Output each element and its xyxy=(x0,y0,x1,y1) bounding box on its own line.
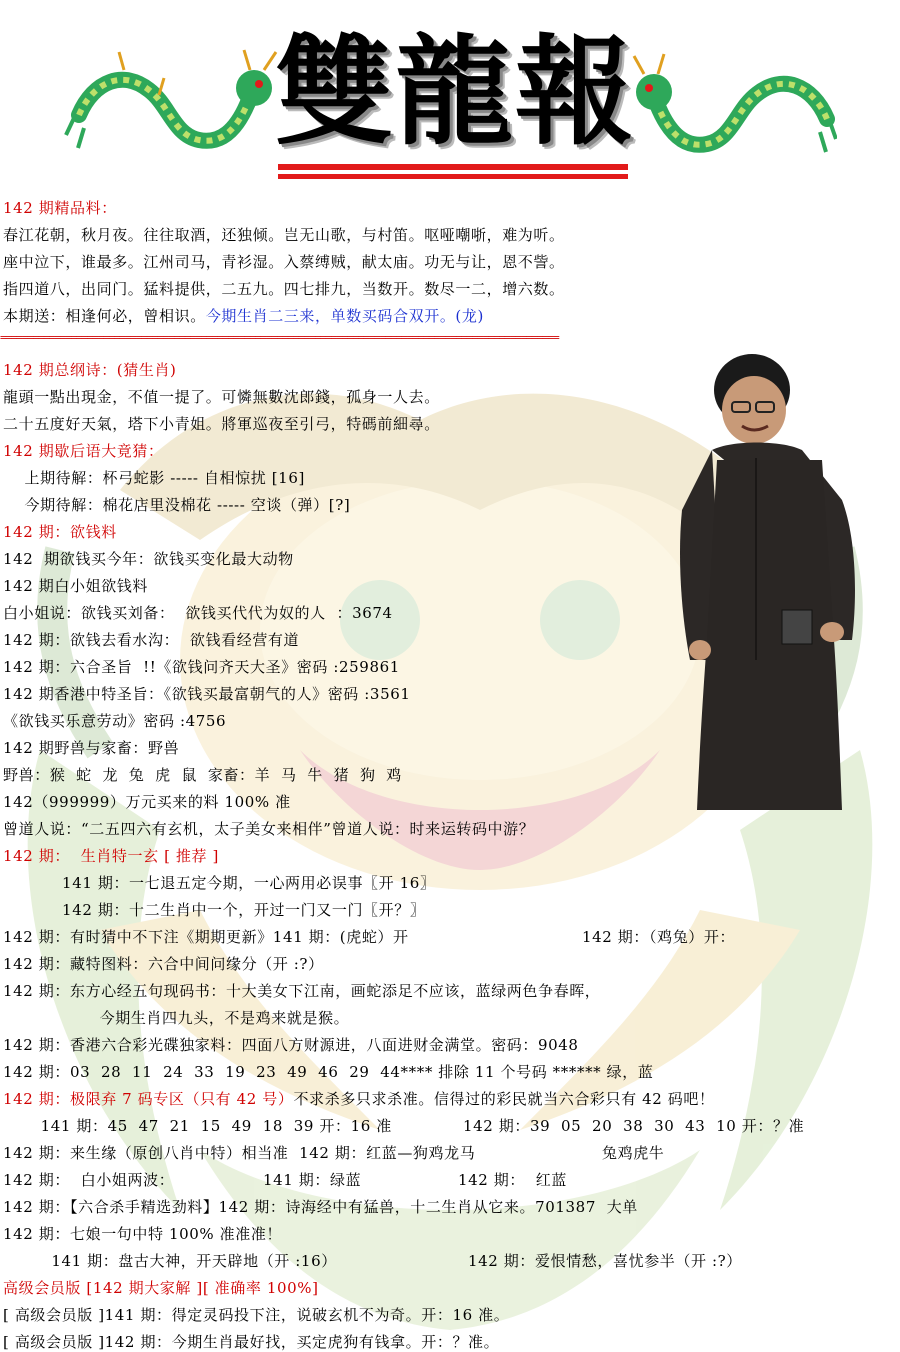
poem-line: 指四道八，出同门。猛料提供，二五九。四七排九，当数开。数尽一二，增六数。 xyxy=(3,280,565,298)
text-line: 142 期：东方心经五句现码书：十大美女下江南，画蛇添足不应该，蓝绿两色争春晖， xyxy=(3,982,601,1000)
text-line: 142 期欲钱买今年：欲钱买变化最大动物 xyxy=(3,550,294,568)
text-line: 今期待解：棉花店里没棉花 ----- 空谈（弹）[?] xyxy=(3,496,351,514)
text-line: 141 期：绿蓝 xyxy=(263,1171,362,1189)
section-heading: 142 期总纲诗：(猜生肖) xyxy=(3,361,177,379)
section-heading: 142 期精品料： xyxy=(3,199,117,217)
text-line: 上期待解：杯弓蛇影 ----- 自相惊扰 [16] xyxy=(3,469,305,487)
red-heading: 142 期：极限弃 7 码专区（只有 42 号） xyxy=(3,1090,294,1108)
separator-rule: ======================================================================================================= xyxy=(0,333,559,343)
newspaper-title: 雙龍報 xyxy=(274,22,635,161)
text-line: 142 期：十二生肖中一个，开过一门又一门〖开？〗 xyxy=(3,901,426,919)
text-line: 142 期白小姐欲钱料 xyxy=(3,577,148,595)
text-line: [ 高级会员版 ]142 期：今期生肖最好找，买定虎狗有钱拿。开：？准。 xyxy=(3,1333,500,1351)
text-line: 142 期香港中特圣旨：《欲钱买最富朝气的人》密码 :3561 xyxy=(3,685,411,703)
section-heading: 142 期： 生肖特一玄 [ 推荐 ] xyxy=(3,847,219,865)
text-line: 141 期：45 47 21 15 49 18 39 开：16 准 xyxy=(3,1117,392,1135)
text-line: 142 期：七娘一句中特 100% 准准准！ xyxy=(3,1225,283,1243)
text-line: 曾道人说：“二五四六有玄机，太子美女来相伴”曾道人说：时来运转码中游？ xyxy=(3,820,535,838)
text-line xyxy=(3,1089,715,1109)
text-line: 142 期：【六合杀手精选劲料】142 期：诗海经中有猛兽，十二生肖从它来。701387 大单 xyxy=(3,1198,638,1216)
text-line: 野兽：猴 蛇 龙 兔 虎 鼠 家畜：羊 马 牛 猪 狗 鸡 xyxy=(3,766,402,784)
poem-line-black: 本期送：相逢何必，曾相识。 xyxy=(3,307,206,325)
text-line: 兔鸡虎牛 xyxy=(602,1144,665,1162)
section-heading: 高级会员版 [142 期大家解 ][ 准确率 100%] xyxy=(3,1279,319,1297)
text-line: 142 期：欲钱去看水沟： 欲钱看经营有道 xyxy=(3,631,300,649)
poem-line: 春江花朝，秋月夜。往往取酒，还独倾。岂无山歌，与村笛。呕哑嘲哳，难为听。 xyxy=(3,226,565,244)
text-line: 白小姐说：欲钱买刘备： 欲钱买代代为奴的人 ：3674 xyxy=(3,604,393,622)
text-line: 141 期：一七退五定今期，一心两用必误事〖开 16〗 xyxy=(3,874,436,892)
text-line: 142 期：39 05 20 38 30 43 10 开：？准 xyxy=(463,1117,805,1135)
section-heading: 142 期：欲钱料 xyxy=(3,523,117,541)
text-line: 141 期：盘古大神，开天辟地（开 :16） xyxy=(3,1252,337,1270)
poem-line: 座中泣下，谁最多。江州司马，青衫湿。入蔡缚贼，献太庙。功无与让，恩不訾。 xyxy=(3,253,565,271)
text-line: 142 期：（鸡兔）开： xyxy=(582,928,736,946)
text-line: 142 期： 红蓝 xyxy=(458,1171,567,1189)
text-line: 142 期：香港六合彩光碟独家料：四面八方财源进，八面进财金满堂。密码：9048 xyxy=(3,1036,579,1054)
text-line: 《欲钱买乐意劳动》密码 :4756 xyxy=(3,712,227,730)
section-heading: 142 期歇后语大竟猜： xyxy=(3,442,164,460)
text-line: 142 期：六合圣旨 !!《欲钱问齐天大圣》密码 :259861 xyxy=(3,658,400,676)
text-line: 142 期：03 28 11 24 33 19 23 49 46 29 44**** 排除 11 个号码 ****** 绿，蓝 xyxy=(3,1063,654,1081)
text-line: 142 期野兽与家畜：野兽 xyxy=(3,739,180,757)
text-line: [ 高级会员版 ]141 期：得定灵码投下注，说破玄机不为奇。开：16 准。 xyxy=(3,1306,510,1324)
text-line: 142 期： 白小姐两波： xyxy=(3,1171,175,1189)
poem-line-blue: 今期生肖二三来，单数买码合双开。(龙) xyxy=(205,307,484,325)
text-line: 142 期：爱恨情愁，喜忧参半（开 :?） xyxy=(468,1252,742,1270)
text-line: 142 期：藏特图料：六合中间问缘分（开 :?） xyxy=(3,955,324,973)
text-line: 142 期：有时猜中不下注《期期更新》141 期：(虎蛇）开 xyxy=(3,928,409,946)
text-line: 今期生肖四九头，不是鸡来就是猴。 xyxy=(3,1009,350,1027)
text-line: 二十五度好天氣，塔下小青姐。將軍巡夜至引弓，特碼前細尋。 xyxy=(3,415,440,433)
poem-line xyxy=(3,306,484,326)
text-line: 142 期：来生缘（原创八肖中特）相当准 142 期：红蓝—狗鸡龙马 xyxy=(3,1144,476,1162)
text-line: 龍頭一點出現金，不值一提了。可憐無數沈郎錢，孤身一人去。 xyxy=(3,388,440,406)
text-line: 142（999999）万元买来的料 100% 准 xyxy=(3,793,291,811)
text-span: 不求杀多只求杀准。信得过的彩民就当六合彩只有 42 码吧！ xyxy=(293,1090,715,1108)
